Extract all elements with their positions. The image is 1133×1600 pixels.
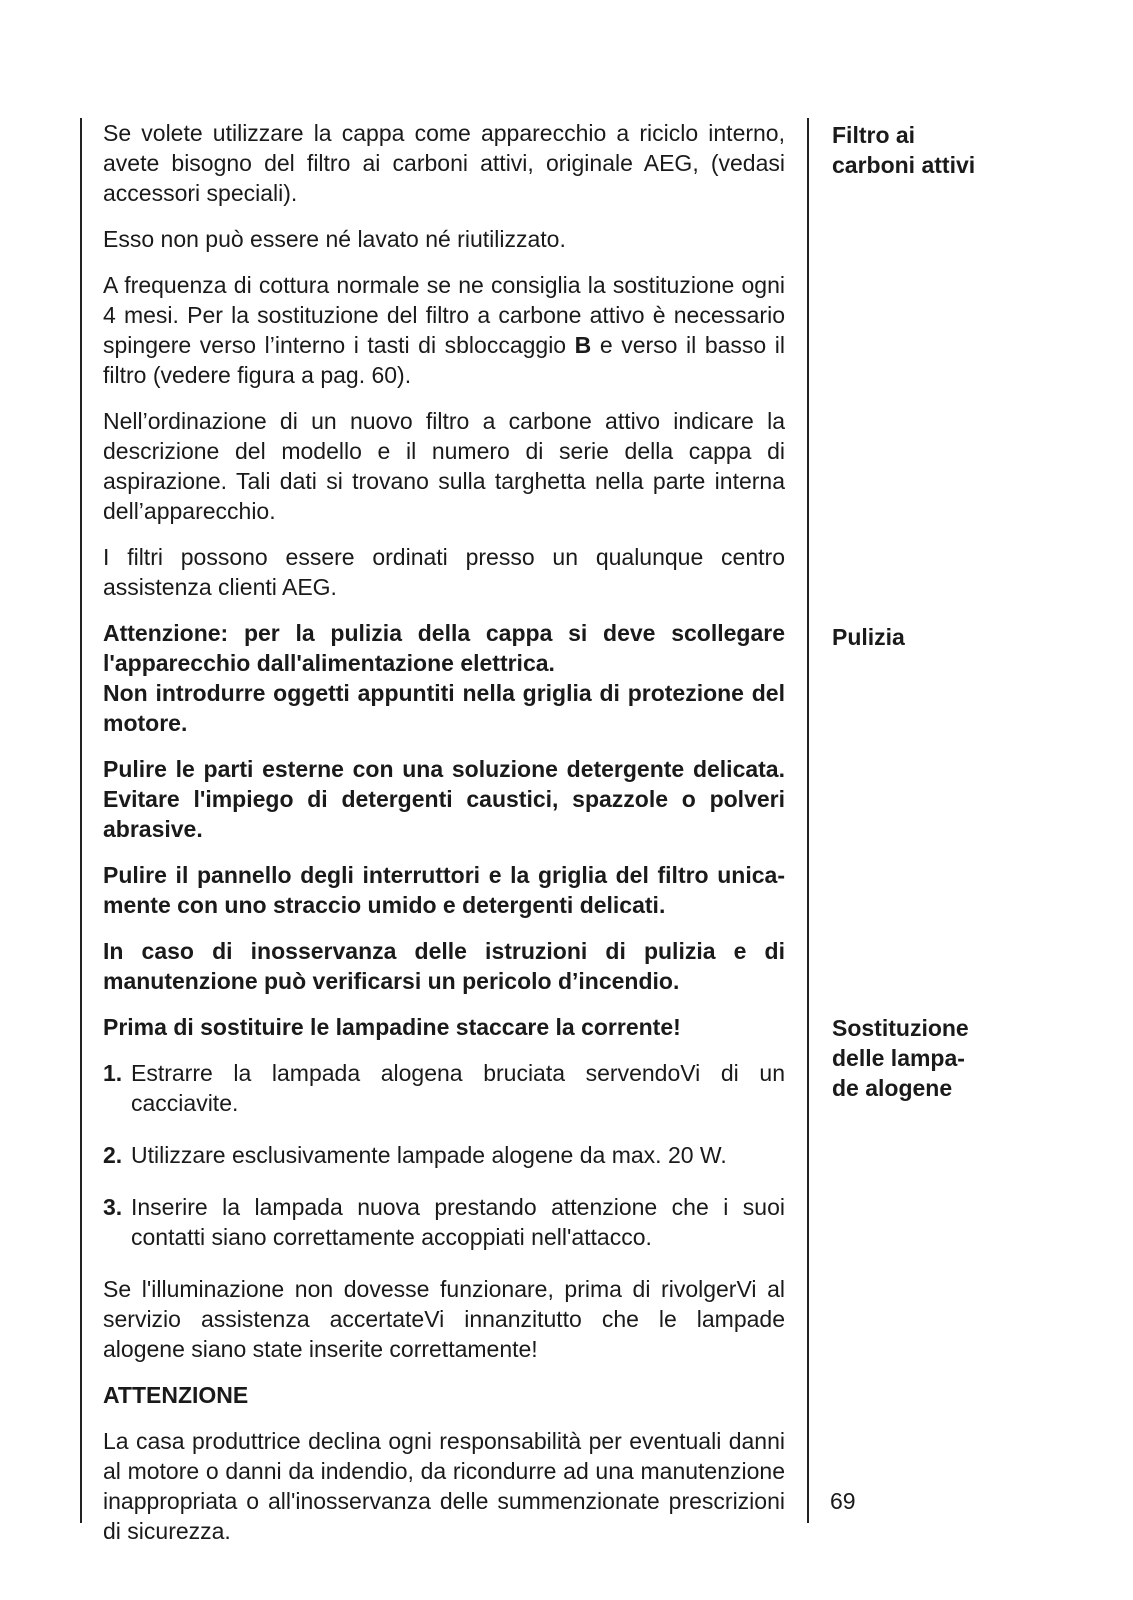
paragraph-filter-intro: Se volete utilizzare la cappa come apparecchio a riciclo interno, avete bisogno del filtro ai carboni attivi, originale AEG, (vedasi accessori speciali).: [103, 120, 785, 206]
side-heading-pulizia: Pulizia: [832, 624, 905, 650]
paragraph-cleaning-panel: Pulire il pannello degli interruttori e la griglia del filtro unicamente con uno straccio umido e detergenti delicati.: [103, 862, 785, 918]
paragraph-cleaning-warning: [103, 618, 785, 738]
attention-disclaimer: La casa produttrice declina ogni responsabilità per eventuali danni al motore o danni da indendio, da ricondurre ad una manutenzione inappropriata o all'inosservanza delle summenzionate prescrizioni di sicurezza.: [103, 1428, 785, 1544]
side-heading-sost-line1: Sostituzione: [832, 1015, 969, 1041]
main-text-column: [103, 118, 785, 1562]
cleaning-warning-sharp-objects: Non introdurre oggetti appuntiti nella griglia di protezione del motore.: [103, 680, 785, 736]
side-heading-sost-line2: delle lampa-: [832, 1045, 965, 1071]
list-item-step-3: [103, 1192, 785, 1252]
side-heading-filtro-line2: carboni attivi: [832, 152, 976, 178]
paragraph-lighting-check: Se l'illuminazione non dovesse funzionare, prima di rivolgerVi al servizio assistenza accertateVi innanzitutto che le lampade alogene siano state inserite correttamente!: [103, 1276, 785, 1362]
paragraph-filter-ordering: Nell’ordinazione di un nuovo filtro a carbone attivo indicare la descrizione del modello e il numero di serie della cappa di aspirazione. Tali dati si trovano sulla targhetta nella parte interna dell’apparecchio.: [103, 408, 785, 524]
paragraph-filter-not-washable: Esso non può essere né lavato né riutilizzato.: [103, 226, 566, 252]
side-heading-sost-line3: de alogene: [832, 1075, 953, 1101]
step-number: 3.: [103, 1194, 123, 1220]
side-heading-filtro: [832, 120, 975, 180]
paragraph-filter-replacement: [103, 270, 785, 390]
paragraph-cleaning-exterior: Pulire le parti esterne con una soluzione detergente delicata. Evitare l'impiego di detergenti caustici, spazzole o polveri abrasive.: [103, 756, 785, 842]
replacement-text-c: e verso il basso il filtro (vedere figura a pag. 60).: [103, 332, 785, 388]
cleaning-warning-disconnect: Attenzione: per la pulizia della cappa si deve scollegare l'apparecchio dall'alimentazione elettrica.: [103, 620, 785, 676]
side-heading-sostituzione: [832, 1013, 969, 1103]
replacement-text-a: A frequenza di cottura normale se ne consiglia la sostituzione ogni 4 mesi. Per la sostituzione del filtro a carbone attivo è necessario spingere verso l’interno i tasti di sbloccaggio: [103, 272, 785, 358]
step-text: Inserire la lampada nuova prestando attenzione che i suoi contatti siano correttamente accoppiati nell'attacco.: [131, 1194, 785, 1250]
column-divider-rule: [807, 118, 809, 1523]
key-label-b: B: [574, 332, 592, 358]
left-margin-rule: [80, 118, 82, 1523]
step-text: Estrarre la lampada alogena bruciata servendoVi di un cacciavite.: [131, 1060, 785, 1116]
attention-heading: ATTENZIONE: [103, 1382, 249, 1408]
list-item-step-2: [103, 1140, 785, 1170]
side-heading-filtro-line1: Filtro ai: [832, 122, 916, 148]
step-text: Utilizzare esclusivamente lampade alogene da max. 20 W.: [131, 1142, 727, 1168]
step-number: 2.: [103, 1142, 123, 1168]
paragraph-lamp-power-warning: Prima di sostituire le lampadine staccare la corrente!: [103, 1014, 681, 1040]
paragraph-fire-warning: In caso di inosservanza delle istruzioni di pulizia e di manutenzione può verificarsi un pericolo d’incendio.: [103, 938, 785, 994]
list-item-step-1: [103, 1058, 785, 1118]
paragraph-filter-service: I filtri possono essere ordinati presso un qualunque centro assistenza clienti AEG.: [103, 544, 785, 600]
page-number: 69: [830, 1488, 856, 1514]
step-number: 1.: [103, 1060, 123, 1086]
